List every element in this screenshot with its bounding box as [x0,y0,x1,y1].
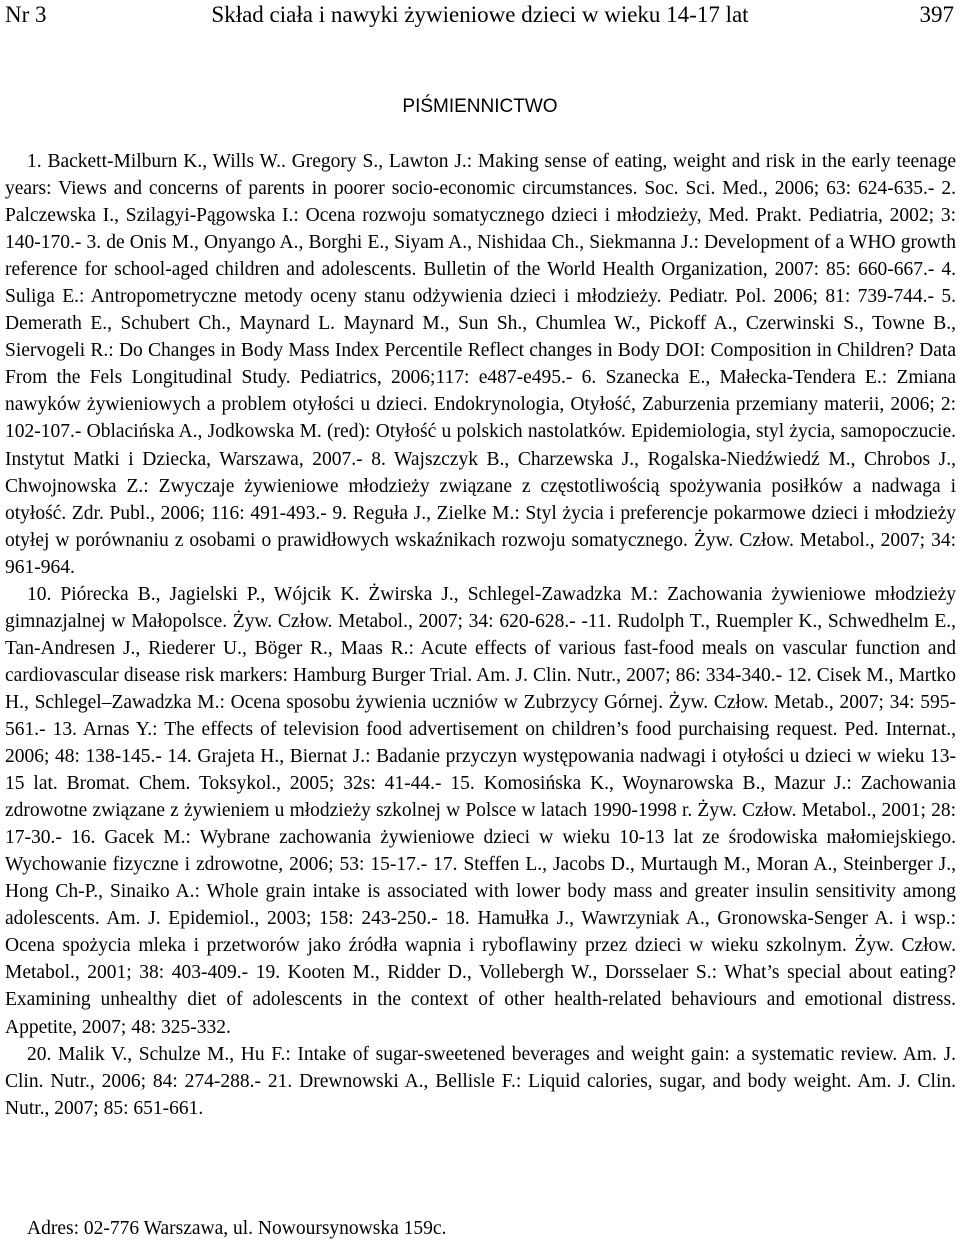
reference-paragraph-3: 20. Malik V., Schulze M., Hu F.: Intake of sugar-sweetened beverages and weight gain: a systematic review. Am. J. Clin. Nutr., 2006; 84: 274-288.- 21. Drewnowski A., Bellisle F.: Liquid calories, sugar, and body weight. Am. J. Clin. Nutr., 2007; 85: 651-661. [5,1043,956,1119]
reference-list [5,148,956,1122]
issue-number: Nr 3 [5,2,47,27]
running-title: Skład ciała i nawyki żywieniowe dzieci w wieku 14-17 lat [211,2,749,27]
correspondence-address: Adres: 02-776 Warszawa, ul. Nowoursynowska 159c. [27,1218,447,1239]
reference-paragraph-2: 10. Piórecka B., Jagielski P., Wójcik K. Żwirska J., Schlegel-Zawadzka M.: Zachowania żywieniowe młodzieży gimnazjalnej w Małopolsce. Żyw. Człow. Metabol., 2007; 34: 620-628.- -11. Rudolph T., Ruempler K., Schwedhelm E., Tan-Andresen J., Riederer U., Böger R., Maas R.: Acute effects of various fast-food meals on vascular function and cardiovascular disease risk markers: Hamburg Burger Trial. Am. J. Clin. Nutr., 2007; 86: 334-340.- 12. Cisek M., Martko H., Schlegel–Zawadzka M.: Ocena sposobu żywienia uczniów w Zubrzycy Górnej. Żyw. Człow. Metab., 2007; 34: 595-561.- 13. Arnas Y.: The effects of television food advertisement on children’s food purchaising request. Ped. Internat., 2006; 48: 138-145.- 14. Grajeta H., Biernat J.: Badanie przyczyn występowania nadwagi i otyłości u dzieci w wieku 13-15 lat. Bromat. Chem. Toksykol., 2005; 32s: 41-44.- 15. Komosińska K., Woynarowska B., Mazur J.: Zachowania zdrowotne związane z żywieniem u młodzieży szkolnej w Polsce w latach 1990-1998 r. Żyw. Człow. Metabol., 2001; 28: 17-30.- 16. Gacek M.: Wybrane zachowania żywieniowe dzieci w wieku 10-13 lat ze środowiska małomiejskiego. Wychowanie fizyczne i zdrowotne, 2006; 53: 15-17.- 17. Steffen L., Jacobs D., Murtaugh M., Moran A., Steinberger J., Hong Ch-P., Sinaiko A.: Whole grain intake is associated with lower body mass and greater insulin sensitivity among adolescents. Am. J. Epidemiol., 2003; 158: 243-250.- 18. Hamułka J., Wawrzyniak A., Gronowska-Senger A. i wsp.: Ocena spożycia mleka i przetworów jako źródła wapnia i ryboflawiny przez dzieci w wieku szkolnym. Żyw. Człow. Metabol., 2001; 38: 403-409.- 19. Kooten M., Ridder D., Vollebergh W., Dorsselaer S.: What’s special about eating? Examining unhealthy diet of adolescents in the context of other health-related behaviours and emotional distress. Appetite, 2007; 48: 325-332. [5,583,956,1038]
references-heading: PIŚMIENNICTWO [402,96,558,117]
page-number: 397 [919,2,954,27]
running-header [0,0,960,30]
reference-paragraph-1: 1. Backett-Milburn K., Wills W.. Gregory S., Lawton J.: Making sense of eating, weight and risk in the early teenage years: Views and concerns of parents in poorer socio-economic circumstances. Soc. Sci. Med., 2006; 63: 624-635.- 2. Palczewska I., Szilagyi-Pągowska I.: Ocena rozwoju somatycznego dzieci i młodzieży, Med. Prakt. Pediatria, 2002; 3: 140-170.- 3. de Onis M., Onyango A., Borghi E., Siyam A., Nishidaa Ch., Siekmanna J.: Development of a WHO growth reference for school-aged children and adolescents. Bulletin of the World Health Organization, 2007: 85: 660-667.- 4. Suliga E.: Antropometryczne metody oceny stanu odżywienia dzieci i młodzieży. Pediatr. Pol. 2006; 81: 739-744.- 5. Demerath E., Schubert Ch., Maynard L. Maynard M., Sun Sh., Chumlea W., Pickoff A., Czerwinski S., Towne B., Siervogeli R.: Do Changes in Body Mass Index Percentile Reflect changes in Body DOI: Composition in Children? Data From the Fels Longitudinal Study. Pediatrics, 2006;117: e487-e495.- 6. Szanecka E., Małecka-Tendera E.: Zmiana nawyków żywieniowych a problem otyłości u dzieci. Endokrynologia, Otyłość, Zaburzenia przemiany materii, 2006; 2: 102-107.- Oblacińska A., Jodkowska M. (red): Otyłość u polskich nastolatków. Epidemiologia, styl życia, samopoczucie. Instytut Matki i Dziecka, Warszawa, 2007.- 8. Wajszczyk B., Charzewska J., Rogalska-Niedźwiedź M., Chrobos J., Chwojnowska Z.: Zwyczaje żywieniowe młodzieży związane z częstotliwością spożywania posiłków a nadwaga i otyłość. Zdr. Publ., 2006; 116: 491-493.- 9. Reguła J., Zielke M.: Styl życia i preferencje pokarmowe dzieci i młodzieży otyłej w porównaniu z osobami o prawidłowych wskaźnikach rozwoju somatycznego. Żyw. Człow. Metabol., 2007; 34: 961-964. [5,151,956,578]
